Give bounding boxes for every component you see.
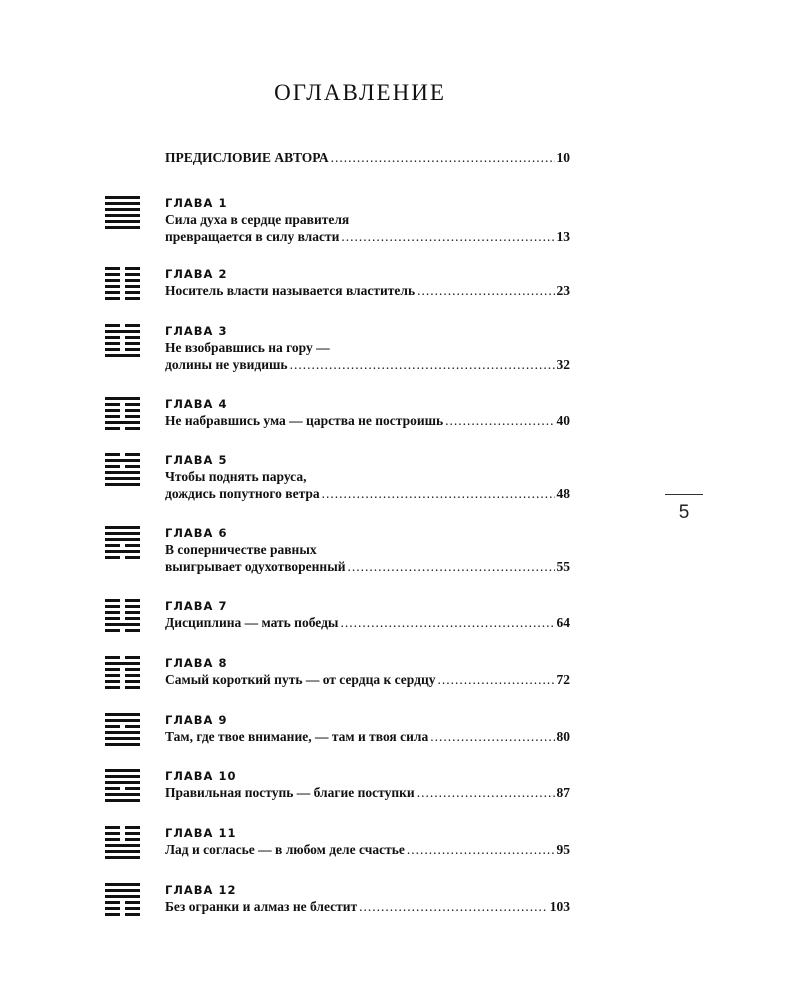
chapter-label: ГЛАВА 3 xyxy=(165,324,228,338)
chapter-title-text: Не набравшись ума — царства не построишь xyxy=(165,413,444,428)
chapter-page-number: 55 xyxy=(556,559,570,574)
chapter-title-text: Там, где твое внимание, — там и твоя сила xyxy=(165,729,429,744)
chapter-title-line xyxy=(165,541,570,558)
leader-dots xyxy=(359,898,548,915)
chapter-label: ГЛАВА 2 xyxy=(165,267,228,281)
chapter-text xyxy=(165,196,570,245)
chapter-label: ГЛАВА 4 xyxy=(165,397,228,411)
chapter-title-text: превращается в силу власти xyxy=(165,229,340,244)
chapter-page-number: 13 xyxy=(556,229,570,244)
chapter-title-text: выигрывает одухотворенный xyxy=(165,559,346,574)
chapter-text xyxy=(165,397,570,429)
chapter-page-number: 87 xyxy=(556,785,570,800)
chapter-page-number: 80 xyxy=(556,729,570,744)
chapter-label: ГЛАВА 1 xyxy=(165,196,228,210)
chapter-title-text: Без огранки и алмаз не блестит xyxy=(165,899,358,914)
chapter-title-line xyxy=(165,282,570,299)
chapter-title-line xyxy=(165,614,570,631)
toc-title: ОГЛАВЛЕНИЕ xyxy=(274,80,446,105)
leader-dots xyxy=(322,485,555,502)
preface-page-number: 10 xyxy=(556,150,570,165)
chapter-title-line xyxy=(165,228,570,245)
chapter-text xyxy=(165,826,570,858)
leader-dots xyxy=(340,614,554,631)
chapter-title-line xyxy=(165,211,570,228)
chapter-label: ГЛАВА 10 xyxy=(165,769,237,783)
leader-dots xyxy=(417,784,555,801)
chapter-page-number: 40 xyxy=(556,413,570,428)
chapter-title-text: Сила духа в сердце правителя xyxy=(165,212,350,227)
chapter-text xyxy=(165,267,570,299)
leader-dots xyxy=(445,412,554,429)
leader-dots xyxy=(417,282,554,299)
chapter-title-text: Дисциплина — мать победы xyxy=(165,615,339,630)
chapter-page-number: 95 xyxy=(556,842,570,857)
chapter-title-line xyxy=(165,558,570,575)
leader-dots xyxy=(438,671,555,688)
chapter-page-number: 23 xyxy=(556,283,570,298)
leader-dots xyxy=(341,228,554,245)
chapter-title-line xyxy=(165,841,570,858)
chapter-text xyxy=(165,769,570,801)
chapter-title-line xyxy=(165,784,570,801)
chapter-title-text: Чтобы поднять паруса, xyxy=(165,469,307,484)
chapter-page-number: 48 xyxy=(556,486,570,501)
chapter-page-number: 72 xyxy=(556,672,570,687)
chapter-text xyxy=(165,713,570,745)
chapter-title-text: Лад и согласье — в любом деле счастье xyxy=(165,842,405,857)
folio-page-number: 5 xyxy=(678,502,690,523)
leader-dots xyxy=(331,150,555,166)
chapter-label: ГЛАВА 6 xyxy=(165,526,228,540)
chapter-label: ГЛАВА 12 xyxy=(165,883,237,897)
chapter-title-text: дождись попутного ветра xyxy=(165,486,320,501)
chapter-label: ГЛАВА 8 xyxy=(165,656,228,670)
chapter-label: ГЛАВА 9 xyxy=(165,713,228,727)
folio-rule xyxy=(665,494,703,495)
chapter-text xyxy=(165,599,570,631)
chapter-label: ГЛАВА 11 xyxy=(165,826,237,840)
chapter-title-line xyxy=(165,898,570,915)
leader-dots xyxy=(430,728,554,745)
chapter-title-line xyxy=(165,412,570,429)
preface-entry[interactable] xyxy=(165,150,570,166)
preface-label: ПРЕДИСЛОВИЕ АВТОРА xyxy=(165,150,329,165)
leader-dots xyxy=(290,356,555,373)
chapter-title-text: Самый короткий путь — от сердца к сердцу xyxy=(165,672,436,687)
chapter-title-text: Не взобравшись на гору — xyxy=(165,340,330,355)
chapter-title-line xyxy=(165,728,570,745)
chapter-title-line xyxy=(165,356,570,373)
chapter-title-text: В соперничестве равных xyxy=(165,542,317,557)
chapter-title-text: Носитель власти называется властитель xyxy=(165,283,416,298)
chapter-text xyxy=(165,324,570,373)
chapter-title-line xyxy=(165,339,570,356)
chapter-title-text: долины не увидишь xyxy=(165,357,288,372)
chapter-page-number: 32 xyxy=(556,357,570,372)
chapter-title-line xyxy=(165,468,570,485)
chapter-title-line xyxy=(165,671,570,688)
leader-dots xyxy=(348,558,555,575)
leader-dots xyxy=(407,841,555,858)
chapter-text xyxy=(165,883,570,915)
chapter-text xyxy=(165,656,570,688)
chapter-page-number: 103 xyxy=(549,899,570,914)
chapter-text xyxy=(165,453,570,502)
chapter-label: ГЛАВА 5 xyxy=(165,453,228,467)
chapter-page-number: 64 xyxy=(556,615,570,630)
chapter-label: ГЛАВА 7 xyxy=(165,599,228,613)
chapter-title-line xyxy=(165,485,570,502)
chapter-title-text: Правильная поступь — благие поступки xyxy=(165,785,415,800)
chapter-text xyxy=(165,526,570,575)
